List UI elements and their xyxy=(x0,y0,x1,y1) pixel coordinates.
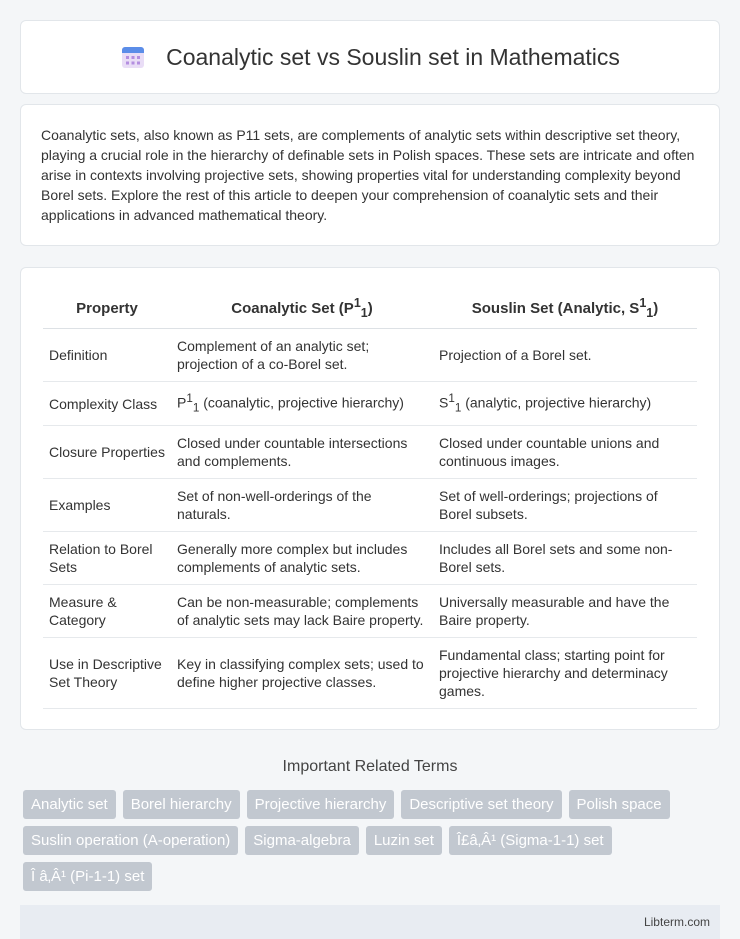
calendar-icon xyxy=(120,44,146,70)
cell-coanalytic: $P^1_1$ (coanalytic, projective hierarchy) xyxy=(171,382,433,426)
cell-property: Closure Properties xyxy=(43,426,171,479)
header-property: Property xyxy=(43,288,171,329)
table-row xyxy=(43,329,697,382)
cell-souslin: $S^1_1$ (analytic, projective hierarchy) xyxy=(433,382,697,426)
related-term-tag[interactable]: Î â‚Â¹ (Pi-1-1) set xyxy=(23,862,152,891)
cell-souslin: Projection of a Borel set. xyxy=(433,329,697,382)
table-row xyxy=(43,585,697,638)
header-coanalytic: Coanalytic Set $(P^1_1)$ xyxy=(171,288,433,329)
related-term-tag[interactable]: Î£â‚Â¹ (Sigma-1-1) set xyxy=(449,826,612,855)
related-term-tag[interactable]: Polish space xyxy=(569,790,670,819)
table-row xyxy=(43,426,697,479)
cell-property: Measure & Category xyxy=(43,585,171,638)
cell-souslin: Fundamental class; starting point for projective hierarchy and determinacy games. xyxy=(433,638,697,709)
related-terms-list xyxy=(20,790,720,891)
cell-souslin: Universally measurable and have the Baire property. xyxy=(433,585,697,638)
related-term-tag[interactable]: Projective hierarchy xyxy=(247,790,395,819)
related-term-tag[interactable]: Analytic set xyxy=(23,790,116,819)
table-row xyxy=(43,532,697,585)
related-terms-title: Important Related Terms xyxy=(282,758,458,776)
cell-property: Definition xyxy=(43,329,171,382)
cell-coanalytic: Set of non-well-orderings of the naturals. xyxy=(171,479,433,532)
header-souslin: Souslin Set (Analytic, $S^1_1$) xyxy=(433,288,697,329)
cell-coanalytic: Key in classifying complex sets; used to define higher projective classes. xyxy=(171,638,433,709)
table-row xyxy=(43,479,697,532)
table-row xyxy=(43,382,697,426)
comparison-table xyxy=(43,288,697,709)
page-title: Coanalytic set vs Souslin set in Mathematics xyxy=(166,43,620,70)
table-row xyxy=(43,638,697,709)
cell-property: Relation to Borel Sets xyxy=(43,532,171,585)
footer-brand[interactable]: Libterm.com xyxy=(643,915,710,930)
page-footer xyxy=(20,905,720,939)
cell-coanalytic: Closed under countable intersections and complements. xyxy=(171,426,433,479)
table-header-row xyxy=(43,288,697,329)
cell-coanalytic: Complement of an analytic set; projection of a co-Borel set. xyxy=(171,329,433,382)
cell-coanalytic: Generally more complex but includes complements of analytic sets. xyxy=(171,532,433,585)
related-term-tag[interactable]: Luzin set xyxy=(366,826,442,855)
related-term-tag[interactable]: Sigma-algebra xyxy=(245,826,359,855)
cell-coanalytic: Can be non-measurable; complements of analytic sets may lack Baire property. xyxy=(171,585,433,638)
related-term-tag[interactable]: Borel hierarchy xyxy=(123,790,240,819)
cell-souslin: Includes all Borel sets and some non-Borel sets. xyxy=(433,532,697,585)
comparison-table-card xyxy=(20,267,720,730)
page-header xyxy=(20,20,720,94)
intro-text: Coanalytic sets, also known as P11 sets, are complements of analytic sets within descriptive set theory, playing a crucial role in the hierarchy of definable sets in Polish spaces. These sets are intricate and often arise in contexts involving projective sets, showing properties vital for understanding complexity beyond Borel sets. Explore the rest of this article to deepen your comprehension of coanalytic sets and their applications in advanced mathematical theory. xyxy=(41,127,695,223)
related-term-tag[interactable]: Descriptive set theory xyxy=(401,790,561,819)
cell-property: Examples xyxy=(43,479,171,532)
cell-property: Complexity Class xyxy=(43,382,171,426)
related-term-tag[interactable]: Suslin operation (A-operation) xyxy=(23,826,238,855)
intro-card xyxy=(20,104,720,246)
cell-property: Use in Descriptive Set Theory xyxy=(43,638,171,709)
cell-souslin: Closed under countable unions and continuous images. xyxy=(433,426,697,479)
cell-souslin: Set of well-orderings; projections of Borel subsets. xyxy=(433,479,697,532)
